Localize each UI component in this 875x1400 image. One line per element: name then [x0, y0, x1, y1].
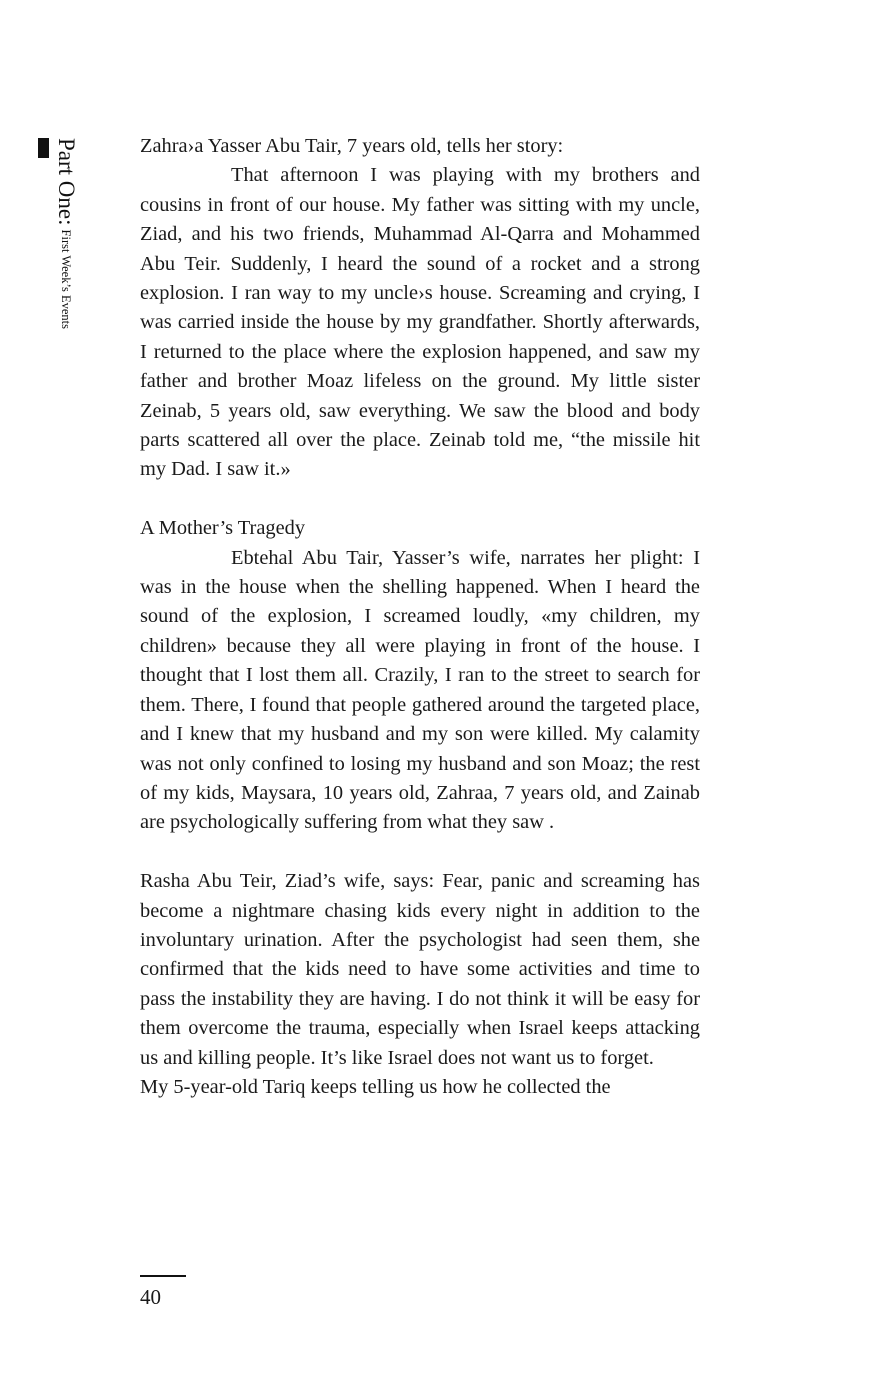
paragraph-gap	[140, 485, 700, 514]
running-header	[38, 138, 79, 428]
running-header-text	[53, 138, 79, 329]
page-number-rule	[140, 1275, 186, 1277]
section-heading: A Mother’s Tragedy	[140, 517, 306, 540]
mother-paragraph: Ebtehal Abu Tair, Yasser’s wife, narrates her plight: I was in the house when the shelling happened. When I heard the sound of the explosion, I screamed loudly, «my children, my children» because they all were playing in front of the house. I thought that I lost them all. Crazily, I ran to the street to search for them. There, I found that people gathered around the targeted place, and I knew that my husband and my son were killed. My calamity was not only confined to losing my husband and son Moaz; the rest of my kids, Maysara, 10 years old, Zahraa, 7 years old, and Zainab are psychologically suffering from what they saw .	[140, 546, 700, 834]
page-body	[140, 132, 700, 1102]
header-marker-bar	[38, 138, 49, 158]
chapter-title: First Week’s Events	[59, 229, 73, 329]
page-number: 40	[140, 1285, 161, 1309]
part-title: Part One:	[54, 138, 79, 226]
rasha-paragraph: Rasha Abu Teir, Ziad’s wife, says: Fear, panic and screaming has become a nightmare chasing kids every night in addition to the involuntary urination. After the psychologist had seen them, she confirmed that the kids need to have some activities and time to pass the instability they are having. I do not think it will be easy for them overcome the trauma, especially when Israel keeps attacking us and killing people. It’s like Israel does not want us to forget.	[140, 870, 700, 1069]
continuation-line: My 5-year-old Tariq keeps telling us how he collected the	[140, 1075, 611, 1098]
paragraph-gap	[140, 838, 700, 867]
intro-line: Zahra›a Yasser Abu Tair, 7 years old, tells her story:	[140, 135, 564, 157]
story-paragraph: That afternoon I was playing with my brothers and cousins in front of our house. My father was sitting with my uncle, Ziad, and his two friends, Muhammad Al-Qarra and Mohammed Abu Teir. Suddenly, I heard the sound of a rocket and a strong explosion. I ran way to my uncle›s house. Screaming and crying, I was carried inside the house by my grandfather. Shortly afterwards, I returned to the place where the explosion happened, and saw my father and brother Moaz lifeless on the ground. My little sister Zeinab, 5 years old, saw everything. We saw the blood and body parts scattered all over the place. Zeinab told me, “the missile hit my Dad. I saw it.»	[140, 164, 700, 481]
